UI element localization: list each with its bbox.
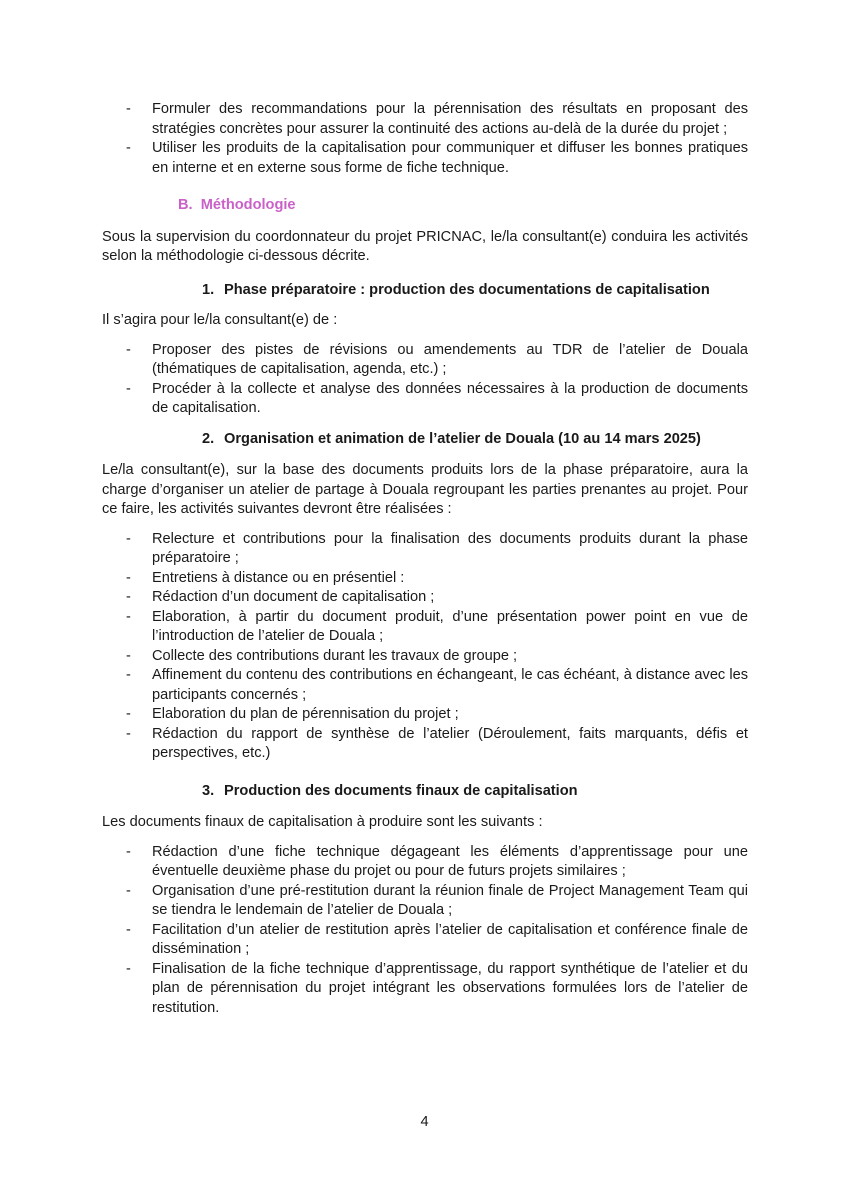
phase-2-heading bbox=[202, 430, 748, 450]
heading-title: Production des documents finaux de capitalisation bbox=[224, 782, 578, 799]
list-item-text: Elaboration du plan de pérennisation du projet ; bbox=[152, 706, 459, 722]
list-item-text: Rédaction d’un document de capitalisation ; bbox=[152, 589, 435, 605]
bullet-dash: - bbox=[126, 140, 131, 156]
bullet-dash: - bbox=[126, 843, 131, 860]
bullet-dash: - bbox=[126, 569, 131, 586]
list-item-text: Rédaction d’une fiche technique dégageant les éléments d’apprentissage pour une éventuelle deuxième phase du projet ou pour de futurs projets similaires ; bbox=[152, 843, 748, 879]
bullet-dash: - bbox=[126, 647, 131, 664]
heading-title: Organisation et animation de l’atelier de Douala (10 au 14 mars 2025) bbox=[224, 430, 701, 447]
list-item bbox=[102, 705, 748, 725]
heading-number: 3. bbox=[202, 782, 215, 799]
list-item-text: Proposer des pistes de révisions ou amendements au TDR de l’atelier de Douala (thématiques de capitalisation, agenda, etc.) ; bbox=[152, 341, 748, 377]
list-item bbox=[102, 139, 748, 178]
section-title: Méthodologie bbox=[200, 197, 296, 213]
phase-1-bullet-list bbox=[102, 341, 748, 419]
bullet-dash: - bbox=[126, 530, 131, 547]
bullet-dash: - bbox=[126, 101, 131, 117]
list-item bbox=[102, 341, 748, 380]
list-item bbox=[102, 960, 748, 1019]
list-item bbox=[102, 608, 748, 647]
list-item bbox=[102, 725, 748, 764]
list-item-text: Collecte des contributions durant les travaux de groupe ; bbox=[152, 647, 518, 664]
list-item-text: Organisation d’une pré-restitution durant la réunion finale de Project Management Team qui se tiendra le lendemain de l’atelier de Douala ; bbox=[152, 882, 748, 918]
list-item-text: Rédaction du rapport de synthèse de l’atelier (Déroulement, faits marquants, défis et perspectives, etc.) bbox=[152, 725, 748, 761]
phase-2-bullet-list bbox=[102, 530, 748, 764]
section-letter: B. bbox=[178, 197, 193, 213]
list-item-text: Utiliser les produits de la capitalisation pour communiquer et diffuser les bonnes pratiques en interne et en externe sous forme de fiche technique. bbox=[152, 140, 748, 176]
list-item-text: Finalisation de la fiche technique d’apprentissage, du rapport synthétique de l’atelier et du plan de pérennisation du projet intégrant les observations formulées lors de l’atelier de restitution. bbox=[152, 960, 748, 1016]
document-page bbox=[102, 100, 748, 1018]
phase-3-bullet-list bbox=[102, 843, 748, 1019]
page-number: 4 bbox=[420, 1114, 429, 1130]
heading-number: 2. bbox=[202, 430, 215, 447]
phase-1-heading bbox=[202, 281, 748, 301]
list-item-text: Relecture et contributions pour la finalisation des documents produits durant la phase préparatoire ; bbox=[152, 530, 748, 566]
list-item-text: Elaboration, à partir du document produit, d’une présentation power point en vue de l’introduction de l’atelier de Douala ; bbox=[152, 608, 748, 644]
phase-3-intro: Les documents finaux de capitalisation à produire sont les suivants : bbox=[102, 814, 543, 830]
list-item bbox=[102, 647, 748, 667]
heading-number: 1. bbox=[202, 281, 215, 298]
list-item bbox=[102, 569, 748, 589]
list-item-text: Formuler des recommandations pour la pérennisation des résultats en proposant des stratégies concrètes pour assurer la continuité des actions au-delà de la durée du projet ; bbox=[152, 101, 748, 137]
section-b-heading bbox=[178, 196, 748, 216]
bullet-dash: - bbox=[126, 667, 131, 683]
bullet-dash: - bbox=[126, 589, 131, 605]
list-item bbox=[102, 843, 748, 882]
bullet-dash: - bbox=[126, 706, 131, 722]
list-item bbox=[102, 100, 748, 139]
list-item bbox=[102, 588, 748, 608]
phase-2-intro: Le/la consultant(e), sur la base des documents produits lors de la phase préparatoire, aura la charge d’organiser un atelier de partage à Douala regroupant les parties prenantes au projet. Pour ce faire, les activités suivantes devront être réalisées : bbox=[102, 462, 748, 517]
bullet-dash: - bbox=[126, 608, 131, 625]
list-item-text: Procéder à la collecte et analyse des données nécessaires à la production de documents de capitalisation. bbox=[152, 380, 748, 416]
bullet-dash: - bbox=[126, 960, 131, 977]
list-item-text: Entretiens à distance ou en présentiel : bbox=[152, 569, 405, 586]
bullet-dash: - bbox=[126, 725, 131, 742]
list-item bbox=[102, 882, 748, 921]
list-item bbox=[102, 380, 748, 419]
intro-bullet-list bbox=[102, 100, 748, 178]
bullet-dash: - bbox=[126, 380, 131, 397]
list-item bbox=[102, 530, 748, 569]
bullet-dash: - bbox=[126, 341, 131, 358]
phase-3-heading bbox=[202, 782, 748, 802]
bullet-dash: - bbox=[126, 921, 131, 938]
list-item-text: Affinement du contenu des contributions en échangeant, le cas échéant, à distance avec les participants concernés ; bbox=[152, 667, 748, 703]
bullet-dash: - bbox=[126, 882, 131, 899]
list-item bbox=[102, 666, 748, 705]
methodology-intro: Sous la supervision du coordonnateur du projet PRICNAC, le/la consultant(e) conduira les activités selon la méthodologie ci-dessous décrite. bbox=[102, 228, 748, 264]
phase-1-intro: Il s’agira pour le/la consultant(e) de : bbox=[102, 312, 338, 328]
list-item-text: Facilitation d’un atelier de restitution après l’atelier de capitalisation et conférence finale de dissémination ; bbox=[152, 921, 748, 957]
heading-title: Phase préparatoire : production des documentations de capitalisation bbox=[224, 281, 710, 298]
list-item bbox=[102, 921, 748, 960]
